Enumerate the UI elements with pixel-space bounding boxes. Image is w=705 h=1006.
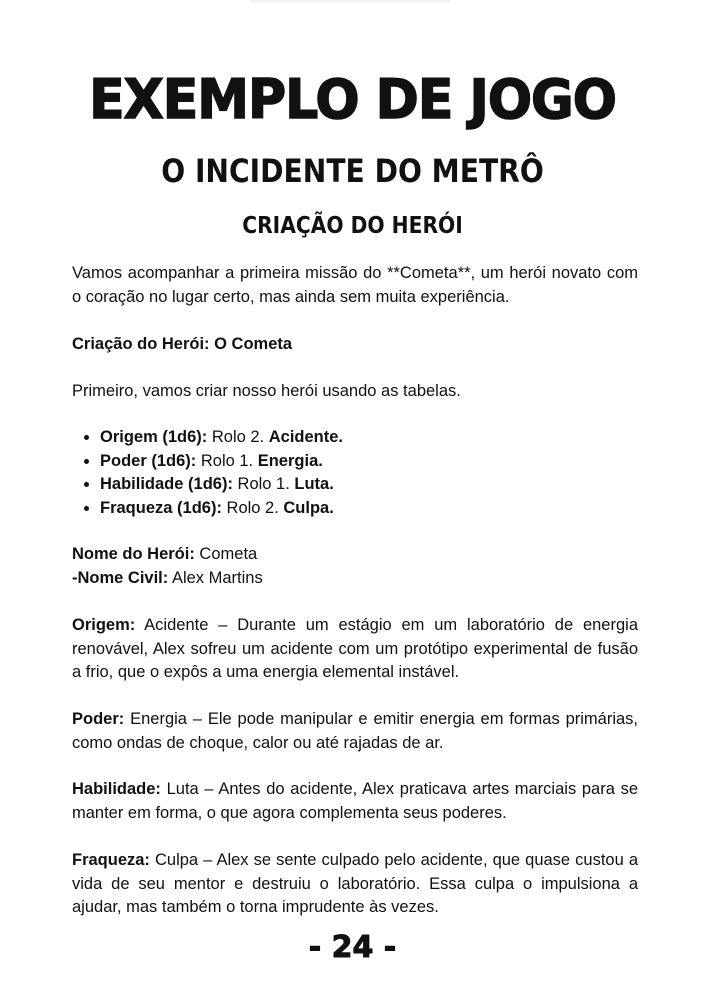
detail-skill (72, 778, 638, 825)
roll-result: Culpa. (283, 498, 334, 517)
section-title: CRIAÇÃO DO HERÓI (242, 213, 463, 239)
roll-result: Acidente. (268, 428, 344, 446)
roll-value: Rolo 2. (221, 498, 284, 517)
detail-label: Fraqueza: (72, 851, 150, 869)
first-line: Primeiro, vamos criar nosso herói usando as tabelas. (72, 382, 461, 400)
detail-label: Poder: (72, 710, 125, 728)
detail-label: Origem: (72, 616, 136, 634)
hero-name-value: Cometa (194, 545, 258, 563)
roll-value: Rolo 1. (196, 451, 258, 470)
detail-label: Habilidade: (72, 780, 161, 798)
roll-label: Fraqueza (1d6): (100, 498, 222, 517)
creation-heading-text: Criação do Herói: O Cometa (72, 335, 293, 353)
roll-value: Rolo 1. (232, 475, 295, 493)
detail-text: Culpa – Alex se sente culpado pelo acidente, que quase custou a vida de seu mentor e destruiu o laboratório. Essa culpa o impulsiona a ajudar, mas também o torna imprudente às vezes. (72, 851, 638, 916)
rolls-list (72, 426, 638, 520)
hero-name-label: Nome do Herói: (72, 545, 195, 563)
civil-name-label: -Nome Civil: (72, 568, 169, 587)
list-item (100, 426, 638, 450)
detail-power (72, 708, 638, 755)
civil-name-value: Alex Martins (168, 568, 263, 587)
detail-text: Acidente – Durante um estágio em um laboratório de energia renovável, Alex sofreu um acidente com um protótipo experimental de fusão a frio, que o expôs a uma energia elemental instável. (72, 616, 638, 681)
roll-result: Energia. (257, 451, 323, 470)
intro-paragraph: Vamos acompanhar a primeira missão do **Cometa**, um herói novato com o coração no lugar certo, mas ainda sem muita experiência. (72, 264, 638, 306)
civil-name-line (72, 567, 638, 591)
roll-label: Poder (1d6): (100, 451, 197, 470)
list-item (100, 473, 638, 497)
page-title: EXEMPLO DE JOGO (89, 68, 616, 132)
detail-text: Luta – Antes do acidente, Alex praticava artes marciais para se manter em forma, o que agora complementa seus poderes. (72, 780, 638, 822)
top-edge (250, 0, 450, 4)
roll-result: Luta. (294, 475, 334, 493)
creation-heading (72, 333, 638, 357)
roll-value: Rolo 2. (207, 428, 269, 446)
detail-text: Energia – Ele pode manipular e emitir energia em formas primárias, como ondas de choque, calor ou até rajadas de ar. (72, 710, 638, 752)
detail-weakness (72, 849, 638, 920)
detail-origin (72, 614, 638, 685)
roll-label: Habilidade (1d6): (100, 475, 233, 493)
hero-names (72, 543, 638, 590)
roll-label: Origem (1d6): (100, 428, 208, 446)
list-item (100, 497, 638, 521)
hero-name-line (72, 543, 638, 567)
page-number: - 24 - (308, 930, 397, 965)
page-subtitle: O INCIDENTE DO METRÔ (161, 152, 544, 190)
list-item (100, 450, 638, 474)
